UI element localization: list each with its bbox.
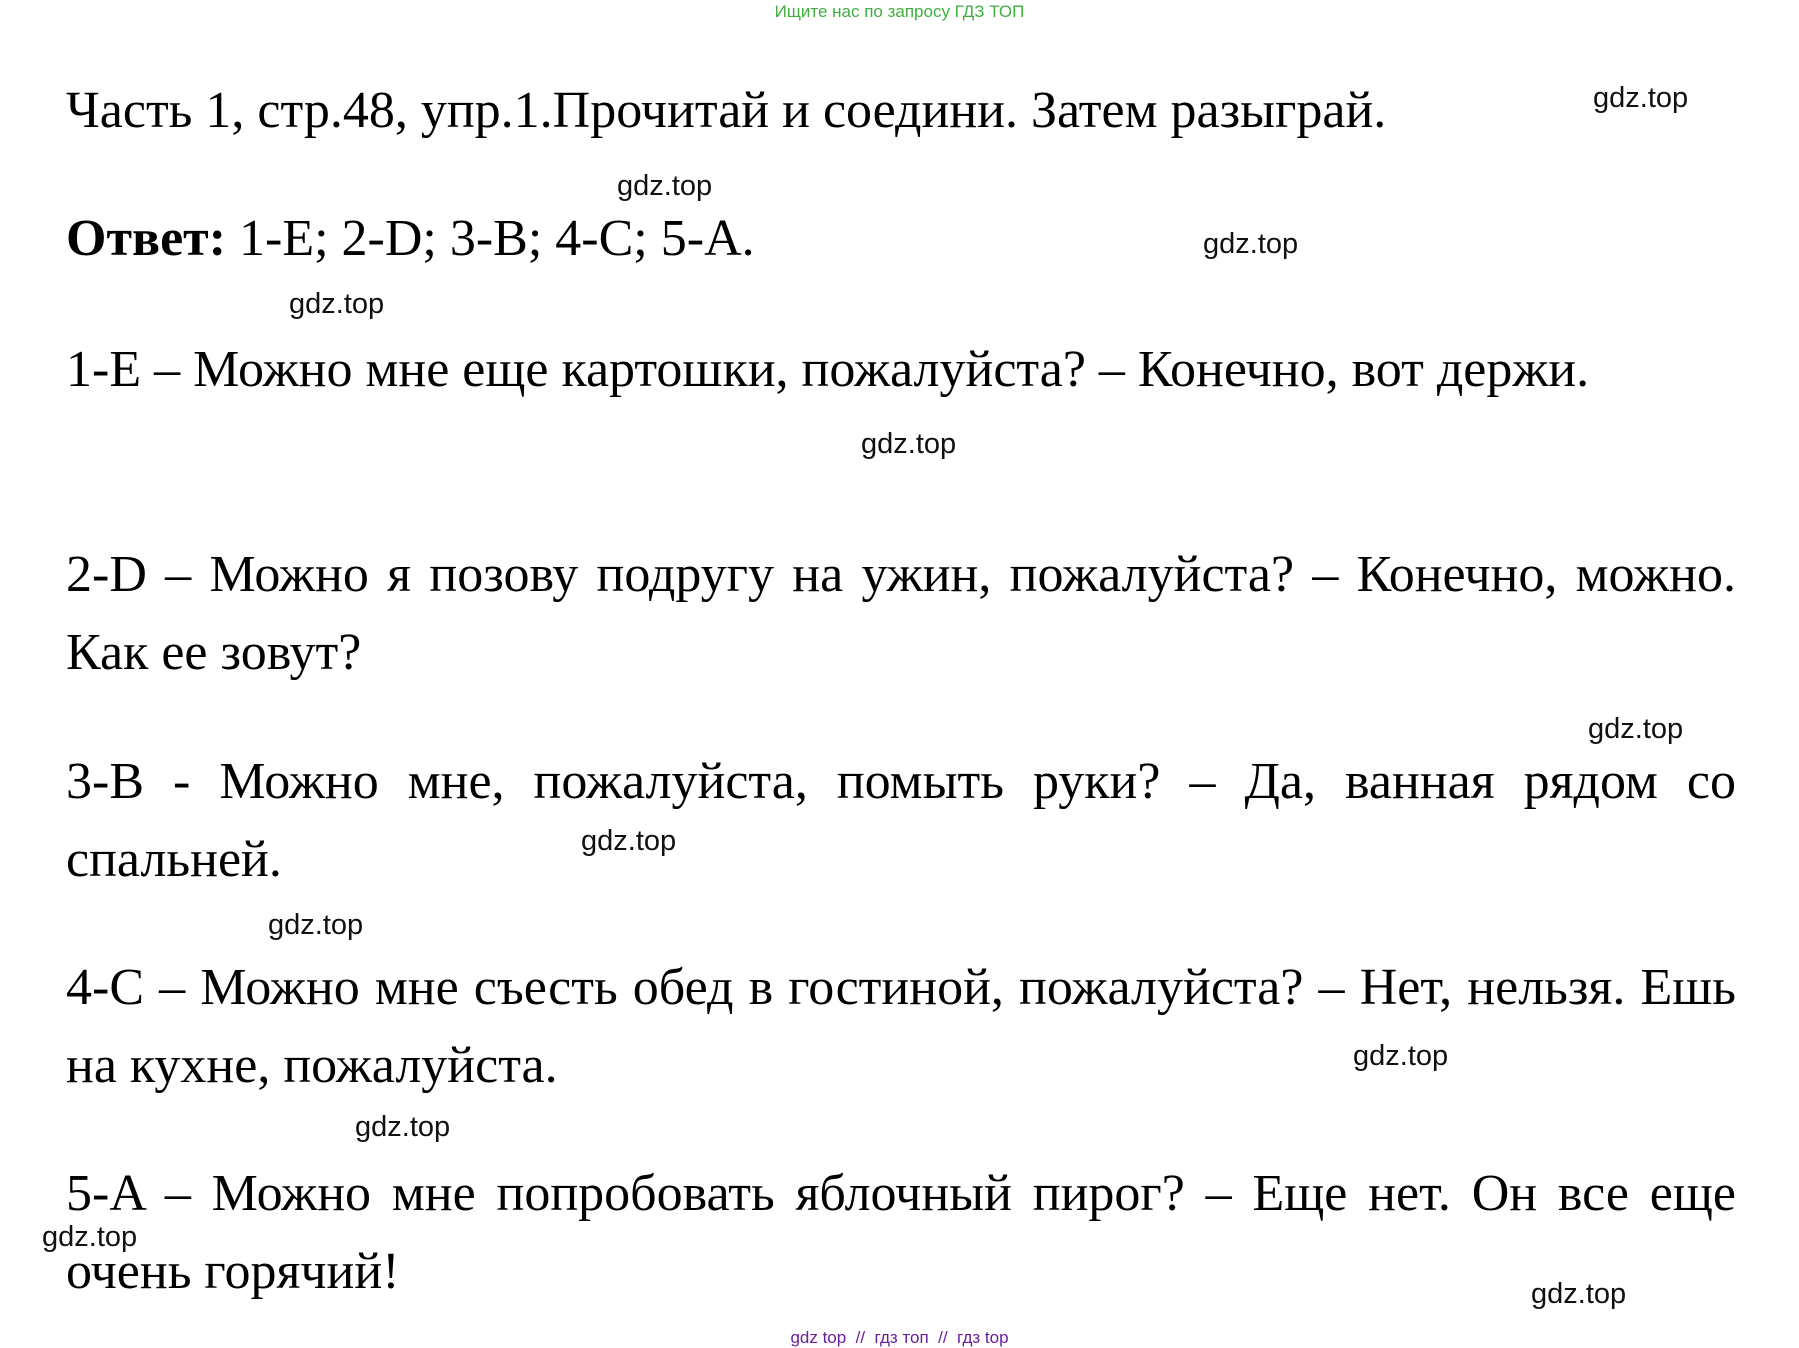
answer-paragraph-3: 3-B - Можно мне, пожалуйста, помыть руки? – Да, ванная рядом со спальней. xyxy=(66,753,1736,888)
watermark: gdz.top xyxy=(42,1221,138,1253)
answer-text: 1-E; 2-D; 3-B; 4-C; 5-A. xyxy=(226,210,755,267)
answer-label: Ответ: xyxy=(66,210,227,267)
answer-paragraph-2: 2-D – Можно я позову подругу на ужин, пожалуйста? – Конечно, можно. Как ее зовут? xyxy=(66,546,1736,681)
watermark: gdz.top xyxy=(1593,82,1689,114)
answer-paragraph-5: 5-A – Можно мне попробовать яблочный пирог? – Еще нет. Он все еще очень горячий! xyxy=(66,1165,1736,1300)
watermark: gdz.top xyxy=(581,825,677,857)
answer-paragraph-1: 1-E – Можно мне еще картошки, пожалуйста? – Конечно, вот держи. xyxy=(66,341,1590,398)
watermark: gdz.top xyxy=(617,170,713,202)
watermark: gdz.top xyxy=(861,428,957,460)
watermark: gdz.top xyxy=(1588,713,1684,745)
exercise-title: Часть 1, стр.48, упр.1.Прочитай и соедини. Затем разыграй. xyxy=(66,82,1387,139)
watermark: gdz.top xyxy=(268,909,364,941)
footer-links[interactable]: gdz top // гдз топ // гдз top xyxy=(790,1328,1009,1347)
watermark: gdz.top xyxy=(1203,228,1299,260)
top-banner-link[interactable]: Ищите нас по запросу ГДЗ ТОП xyxy=(774,2,1025,21)
answer-line xyxy=(66,208,755,270)
watermark: gdz.top xyxy=(1353,1040,1449,1072)
watermark: gdz.top xyxy=(1531,1278,1627,1310)
answer-paragraph-4: 4-C – Можно мне съесть обед в гостиной, пожалуйста? – Нет, нельзя. Ешь на кухне, пожалуйста. xyxy=(66,959,1736,1094)
watermark: gdz.top xyxy=(355,1111,451,1143)
watermark: gdz.top xyxy=(289,288,385,320)
